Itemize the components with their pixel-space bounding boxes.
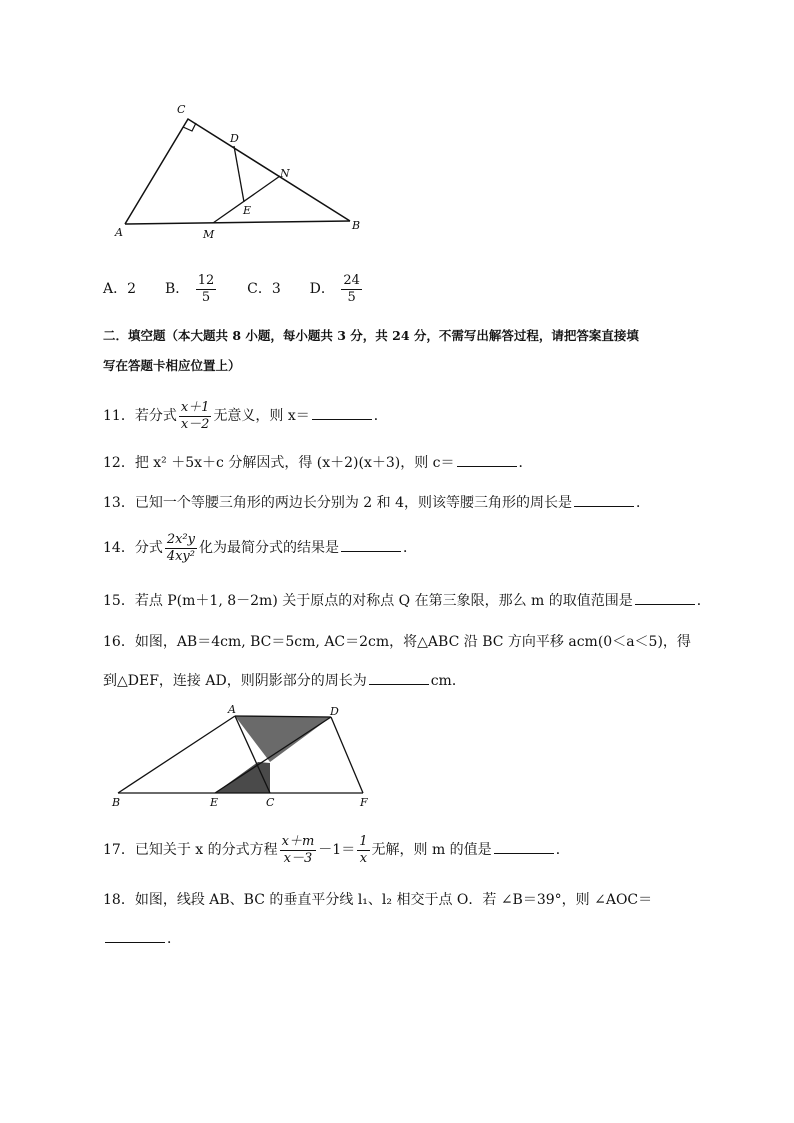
question-13: 13．已知一个等腰三角形的两边长分别为 2 和 4，则该等腰三角形的周长是 ． bbox=[103, 492, 650, 513]
question-11: 11．若分式 $\frac{x+1}{x-2}$ 无意义，则 x＝ ． bbox=[103, 399, 388, 432]
label-b: B bbox=[352, 219, 361, 232]
q11-fraction: $\frac{x+1}{x-2}$ bbox=[180, 399, 210, 432]
question-12: 12．把 x² ＋5x＋c 分解因式，得 (x＋2)(x＋3)，则 c＝ ． bbox=[103, 452, 533, 473]
question-16-cont: 到△DEF，连接 AD，则阴影部分的周长为 cm． bbox=[103, 670, 466, 691]
label-a: A bbox=[115, 226, 123, 239]
answer-blank-15[interactable] bbox=[635, 590, 695, 605]
label-e: E bbox=[210, 796, 219, 809]
answer-blank-16[interactable] bbox=[369, 670, 429, 685]
answer-blank-11[interactable] bbox=[312, 405, 372, 420]
answer-blank-12[interactable] bbox=[457, 452, 517, 467]
question-14: 14．分式 $\frac{\text{2x²y}}{\text{4xy²}}$ 化为最简分式的结果是 ． bbox=[103, 531, 417, 564]
label-e: E bbox=[243, 204, 252, 217]
label-n: N bbox=[280, 167, 290, 180]
q10-options bbox=[103, 270, 364, 308]
label-d: D bbox=[330, 705, 339, 718]
q17-fraction-left: $\frac{x+m}{x-3}$ bbox=[281, 833, 315, 866]
label-m: M bbox=[203, 228, 215, 241]
side-df bbox=[331, 717, 363, 793]
shaded-region-top bbox=[235, 716, 331, 762]
label-d: D bbox=[230, 132, 239, 145]
question-18: 18．如图，线段 AB、BC 的垂直平分线 l₁、l₂ 相交于点 O．若 ∠B＝39°，则 ∠AOC＝ bbox=[103, 892, 653, 908]
side-ab bbox=[118, 716, 235, 793]
question-18-cont: ． bbox=[103, 928, 181, 949]
answer-blank-18[interactable] bbox=[105, 928, 165, 943]
section-heading-cont: 写在答题卡相应位置上） bbox=[103, 358, 241, 373]
translation-figure bbox=[108, 702, 378, 812]
q17-fraction-right: $\frac{1}{x}$ bbox=[359, 833, 368, 866]
question-16: 16．如图，AB＝4cm, BC＝5cm, AC＝2cm，将△ABC 沿 BC 方向平移 acm(0＜a＜5)，得 bbox=[103, 634, 691, 650]
side-ab bbox=[125, 221, 350, 224]
option-a: A．2 bbox=[103, 281, 137, 297]
answer-blank-14[interactable] bbox=[341, 537, 401, 552]
label-f: F bbox=[360, 796, 368, 809]
label-c: C bbox=[266, 796, 275, 809]
question-15: 15．若点 P(m＋1, 8－2m) 关于原点的对称点 Q 在第三象限，那么 m 的取值范围是 ． bbox=[103, 590, 711, 611]
q14-fraction: $\frac{\text{2x²y}}{\text{4xy²}}$ bbox=[166, 531, 195, 564]
label-c: C bbox=[177, 103, 186, 116]
label-b: B bbox=[112, 796, 121, 809]
label-a: A bbox=[228, 703, 236, 716]
option-d-fraction: $\frac{24}{5}$ bbox=[343, 272, 360, 305]
triangle-figure bbox=[110, 98, 370, 248]
answer-blank-13[interactable] bbox=[574, 492, 634, 507]
question-17: 17．已知关于 x 的分式方程 $\frac{x+m}{x-3}$ －1＝ $\frac{1}{x}$ 无解，则 m 的值是 ． bbox=[103, 833, 570, 866]
section-heading: 二．填空题（本大题共 8 小题，每小题共 3 分，共 24 分，不需写出解答过程，请把答案直接填 bbox=[103, 328, 639, 343]
option-d: D． bbox=[309, 281, 335, 297]
option-b: B． bbox=[164, 281, 190, 297]
answer-blank-17[interactable] bbox=[494, 839, 554, 854]
option-c: C．3 bbox=[247, 281, 281, 297]
option-b-fraction: $\frac{12}{5}$ bbox=[197, 272, 215, 305]
segment-de bbox=[234, 146, 244, 202]
